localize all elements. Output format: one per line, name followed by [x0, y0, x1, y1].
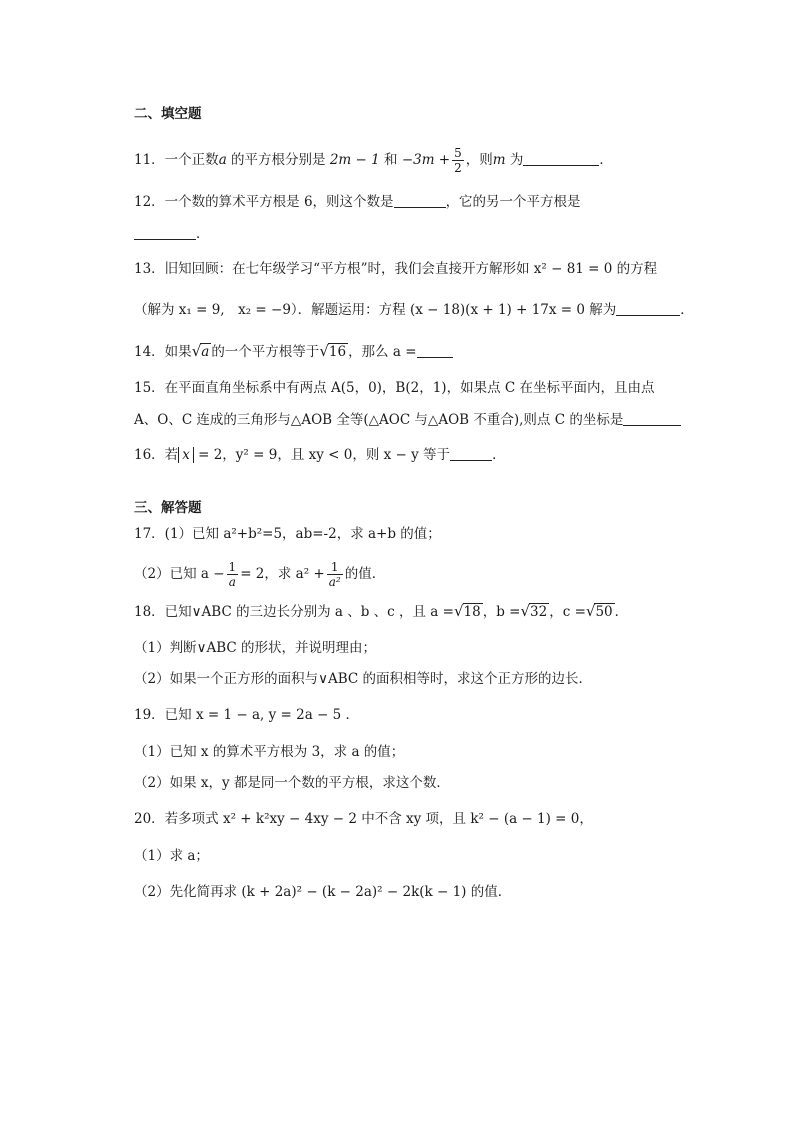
section-heading-answer: 三、解答题	[134, 500, 202, 516]
q17-frac1-den: a	[228, 575, 236, 589]
q14-radicand-2: 16	[328, 344, 347, 360]
q18-text-2: ，b =	[482, 604, 521, 620]
q17-text-1: （2）已知 a −	[134, 566, 225, 582]
question-18	[134, 601, 628, 622]
question-12-cont	[134, 224, 210, 244]
question-15-line-1: 15．在平面直角坐标系中有两点 A(5，0)，B(2，1)，如果点 C 在坐标平面内，且由点	[134, 380, 655, 396]
question-15-line-2	[134, 410, 681, 430]
q11-expr-1: 2m − 1	[329, 152, 380, 168]
q17-text-2: = 2，求 a² +	[240, 566, 325, 582]
q12-answer-blank-1[interactable]	[394, 193, 446, 208]
q11-var-a: a	[218, 152, 227, 168]
q16-text-2: = 2，y² = 9，且 xy < 0，则 x − y 等于	[193, 447, 451, 463]
q14-radicand-1: a	[201, 344, 210, 360]
q11-text-2: 的平方根分别是	[226, 152, 330, 168]
q16-end: ．	[492, 447, 506, 463]
q14-radical-sign-1: √	[191, 342, 202, 360]
question-13-line-2	[134, 300, 694, 320]
q17-frac1-num: 1	[228, 560, 237, 574]
q14-text-2: 的一个平方根等于	[211, 344, 320, 360]
section-heading-fill-blank: 二、填空题	[134, 106, 202, 122]
question-20-sub-1: （1）求 a；	[134, 848, 209, 864]
q13-end: ．	[680, 302, 694, 318]
q14-answer-blank[interactable]	[417, 343, 453, 358]
q11-text-5: 为	[505, 152, 524, 168]
q12-text-2: ，它的另一个平方根是	[445, 194, 581, 210]
question-18-sub-1: （1）判断∨ABC 的形状，并说明理由；	[134, 640, 377, 656]
q18-radical-sign-2: √	[520, 602, 531, 620]
q18-radicand-1: 18	[463, 604, 481, 620]
q17-frac2-den: a²	[328, 575, 341, 589]
q12-end: ．	[196, 226, 210, 242]
q17-fraction-1	[227, 560, 239, 589]
q11-text-1: 11．一个正数	[134, 152, 219, 168]
q16-abs-x: x	[178, 447, 194, 463]
q14-text-1: 14．如果	[134, 344, 192, 360]
q18-radical-sign-1: √	[453, 602, 464, 620]
q12-answer-blank-2[interactable]	[134, 225, 196, 240]
q18-text-3: ，c =	[549, 604, 586, 620]
q18-text-4: ．	[614, 604, 629, 620]
q11-var-m: m	[492, 152, 506, 168]
q16-text-1: 16．若	[134, 447, 179, 463]
q18-radicand-2: 32	[530, 604, 548, 620]
q18-radical-sign-3: √	[585, 602, 596, 620]
question-14	[134, 341, 453, 362]
question-12	[134, 192, 581, 212]
question-13-line-1: 13．旧知回顾：在七年级学习“平方根”时，我们会直接开方解形如 x² − 81 = 0 的方程	[134, 261, 658, 277]
question-17-part-1: 17．(1）已知 a²+b²=5，ab=-2，求 a+b 的值；	[134, 526, 441, 542]
q15-answer-blank[interactable]	[623, 411, 681, 426]
question-17-part-2	[134, 560, 385, 589]
question-19-sub-1: （1）已知 x 的算术平方根为 3，求 a 的值；	[134, 744, 405, 760]
q16-answer-blank[interactable]	[450, 446, 492, 461]
q11-text-4: ，则	[465, 152, 493, 168]
q11-fraction	[452, 146, 464, 175]
q17-fraction-2	[327, 560, 343, 589]
q11-end: ．	[599, 152, 613, 168]
q17-text-3: 的值．	[344, 566, 386, 582]
q18-text-1: 18．已知∨ABC 的三边长分别为 a 、b 、c ，且 a =	[134, 604, 454, 620]
q11-text-3: 和	[379, 152, 402, 168]
question-19: 19．已知 x = 1 − a, y = 2a − 5 ．	[134, 707, 360, 723]
question-20-sub-2: （2）先化简再求 (k + 2a)² − (k − 2a)² − 2k(k − 1) 的值．	[134, 884, 512, 900]
q11-frac-num: 5	[454, 146, 462, 160]
q12-text-1: 12．一个数的算术平方根是 6，则这个数是	[134, 194, 394, 210]
q11-expr-2: −3m +	[401, 152, 451, 168]
question-11	[134, 146, 613, 175]
question-18-sub-2: （2）如果一个正方形的面积与∨ABC 的面积相等时，求这个正方形的边长．	[134, 671, 593, 687]
q14-radical-sign-2: √	[319, 342, 329, 360]
q13-text-2: （解为 x₁ = 9, x₂ = −9）．解题运用：方程 (x − 18)(x + 1) + 17x = 0 解为	[134, 302, 617, 318]
q11-frac-den: 2	[454, 161, 462, 175]
q17-frac2-num: 1	[327, 560, 343, 575]
q14-text-3: ，那么 a =	[348, 344, 417, 360]
q18-radicand-3: 50	[595, 604, 613, 620]
question-16	[134, 445, 506, 465]
question-20: 20．若多项式 x² + k²xy − 4xy − 2 中不含 xy 项，且 k² − (a − 1) = 0，	[134, 811, 593, 827]
q13-answer-blank[interactable]	[616, 301, 680, 316]
q11-answer-blank[interactable]	[523, 151, 599, 166]
q15-text-2: A、O、C 连成的三角形与△AOB 全等(△AOC 与△AOB 不重合),则点 C 的坐标是	[134, 412, 624, 428]
question-19-sub-2: （2）如果 x，y 都是同一个数的平方根，求这个数．	[134, 775, 450, 791]
